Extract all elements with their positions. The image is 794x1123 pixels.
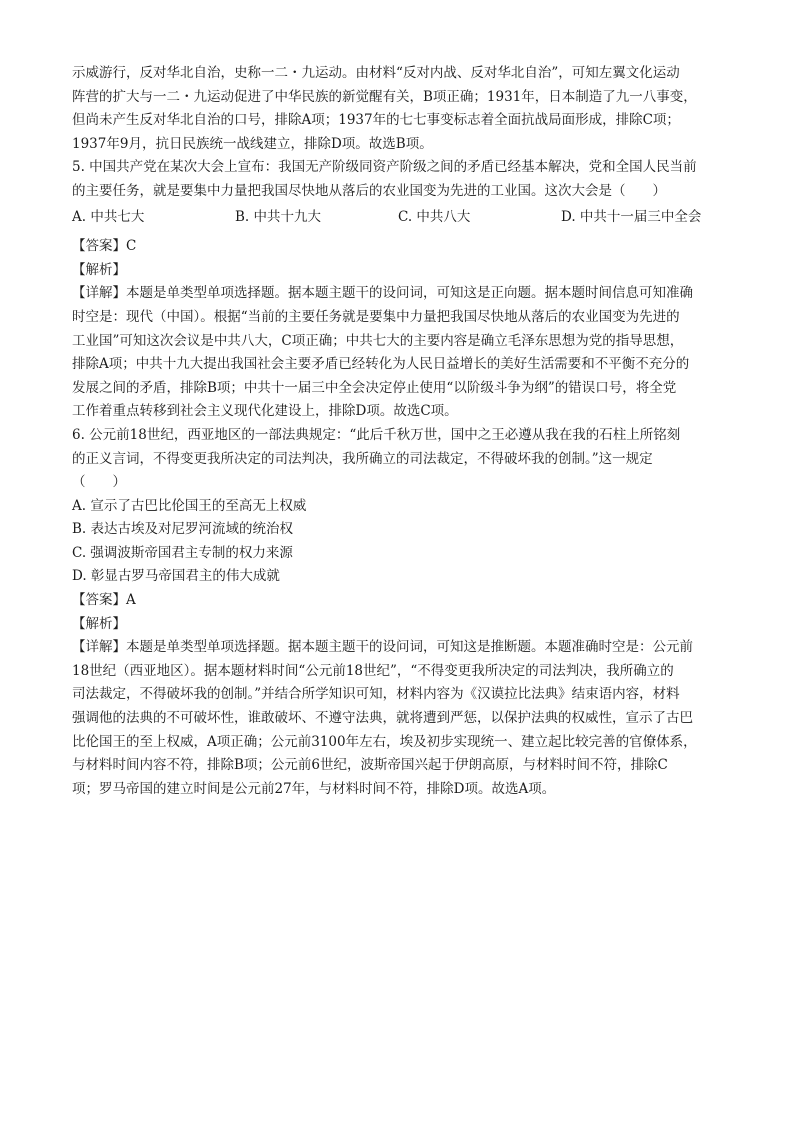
option-d: D. 彰显古罗马帝国君主的伟大成就: [72, 568, 280, 585]
question-stem-line: 6. 公元前18世纪，西亚地区的一部法典规定：“此后千秋万世，国中之王必遵从我在我的石柱上所铭刻: [72, 426, 681, 443]
option-c: C. 中共八大: [398, 208, 471, 225]
detail-line: 比伦国王的至上权威，A项正确；公元前3100年左右，埃及初步实现统一、建立起比较完善的官僚体系，: [72, 733, 697, 750]
question-stem-line: 的正义言词，不得变更我所决定的司法判决，我所确立的司法裁定，不得破坏我的创制。”这一规定: [72, 450, 653, 467]
detail-line: 工作着重点转移到社会主义现代化建设上，排除D项。故选C项。: [72, 403, 458, 420]
question-5: [72, 156, 724, 424]
answer-line: 【答案】A: [72, 592, 136, 609]
detail-line: 排除A项；中共十九大提出我国社会主要矛盾已经转化为人民日益增长的美好生活需要和不平衡不充分的: [72, 356, 690, 373]
analysis-label: 【解析】: [72, 261, 126, 278]
analysis-label: 【解析】: [72, 615, 126, 632]
detail-line: 发展之间的矛盾，排除B项；中共十一届三中全会决定停止使用“以阶级斗争为纲”的错误口号，将全党: [72, 379, 677, 396]
text-line: 示威游行，反对华北自治，史称一二・九运动。由材料“反对内战、反对华北自治”，可知左翼文化运动: [72, 65, 680, 81]
detail-line: 【详解】本题是单类型单项选择题。据本题主题干的设问词，可知这是推断题。本题准确时空是：公元前: [72, 639, 693, 656]
detail-line: 【详解】本题是单类型单项选择题。据本题主题干的设问词，可知这是正向题。据本题时间信息可知准确: [72, 285, 693, 302]
question-6: [72, 424, 724, 802]
question-stem-line: 5. 中国共产党在某次大会上宣布：我国无产阶级同资产阶级之间的矛盾已经基本解决，党和全国人民当前: [72, 159, 697, 176]
option-d: D. 中共十一届三中全会: [561, 208, 702, 225]
text-line: 但尚未产生反对华北自治的口号，排除A项；1937年的七七事变标志着全面抗战局面形成，排除C项；: [72, 112, 680, 129]
option-c: C. 强调波斯帝国君主专制的权力来源: [72, 544, 293, 561]
detail-line: 18世纪（西亚地区）。据本题材料时间“公元前18世纪”，“不得变更我所决定的司法判决，我所确立的: [72, 662, 674, 679]
detail-line: 时空是：现代（中国）。根据“当前的主要任务就是要集中力量把我国尽快地从落后的农业国变为先进的: [72, 308, 680, 325]
answer-line: 【答案】C: [72, 238, 137, 255]
detail-line: 与材料时间内容不符，排除B项；公元前6世纪，波斯帝国兴起于伊朗高原，与材料时间不符，排除C: [72, 757, 668, 774]
option-row: [72, 206, 724, 230]
text-line: 阵营的扩大与一二・九运动促进了中华民族的新觉醒有关，B项正确；1931年，日本制造了九一八事变，: [72, 88, 697, 105]
option-b: B. 中共十九大: [235, 208, 322, 225]
detail-line: 项；罗马帝国的建立时间是公元前27年，与材料时间不符，排除D项。故选A项。: [72, 780, 556, 797]
option-a: A. 宣示了古巴比伦国王的至高无上权威: [72, 497, 307, 514]
text-line: 1937年9月，抗日民族统一战线建立，排除D项。故选B项。: [72, 135, 433, 152]
option-b: B. 表达古埃及对尼罗河流域的统治权: [72, 521, 294, 538]
detail-line: 司法裁定，不得破坏我的创制。”并结合所学知识可知，材料内容为《汉谟拉比法典》结束语内容，材料: [72, 686, 680, 703]
option-a: A. 中共七大: [72, 208, 145, 225]
question-stem-line: 的主要任务，就是要集中力量把我国尽快地从落后的农业国变为先进的工业国。这次大会是（ ）: [72, 182, 666, 199]
question-stem-line: （ ）: [72, 474, 126, 491]
continued-explanation: [72, 62, 724, 156]
detail-line: 强调他的法典的不可破坏性，谁敢破坏、不遵守法典，就将遭到严惩，以保护法典的权威性，宣示了古巴: [72, 710, 693, 727]
detail-line: 工业国”可知这次会议是中共八大，C项正确；中共七大的主要内容是确立毛泽东思想为党的指导思想，: [72, 332, 684, 349]
